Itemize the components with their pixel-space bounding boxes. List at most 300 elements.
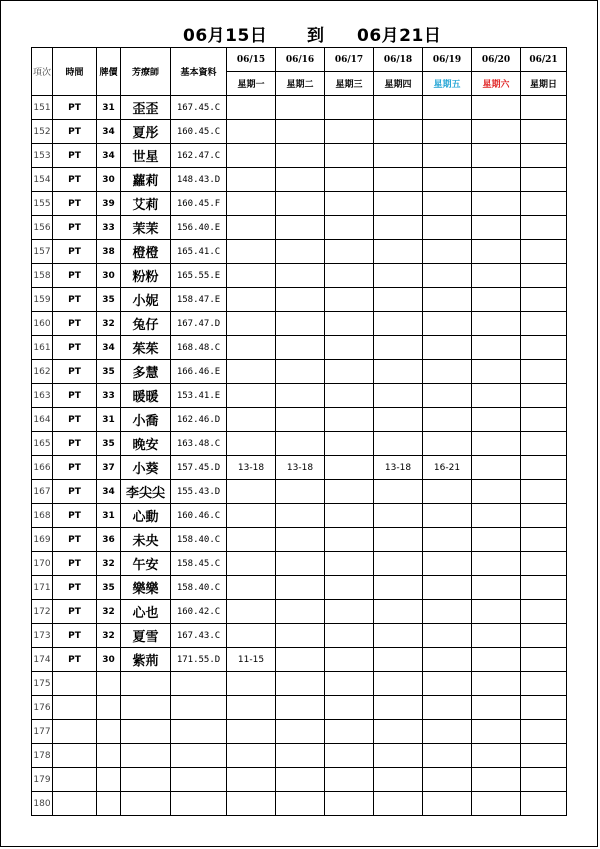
row-therapist-name: 小妮 xyxy=(121,288,171,312)
row-time: PT xyxy=(53,192,97,216)
schedule-slot xyxy=(325,264,374,288)
schedule-slot xyxy=(227,264,276,288)
schedule-slot xyxy=(276,528,325,552)
row-number: 163 xyxy=(32,384,53,408)
table-row xyxy=(32,456,567,480)
row-number: 172 xyxy=(32,600,53,624)
schedule-slot xyxy=(472,768,521,792)
header-time: 時間 xyxy=(53,48,97,96)
row-basic-info: 156.40.E xyxy=(171,216,227,240)
schedule-slot xyxy=(472,96,521,120)
row-therapist-name: 茉茉 xyxy=(121,216,171,240)
schedule-slot xyxy=(227,120,276,144)
row-basic-info: 160.42.C xyxy=(171,600,227,624)
schedule-slot xyxy=(276,168,325,192)
row-number: 160 xyxy=(32,312,53,336)
schedule-slot xyxy=(521,600,567,624)
schedule-slot xyxy=(521,120,567,144)
schedule-slot xyxy=(521,624,567,648)
header-number: 項次 xyxy=(32,48,53,96)
row-therapist-name: 紫荊 xyxy=(121,648,171,672)
row-therapist-name: 未央 xyxy=(121,528,171,552)
schedule-slot xyxy=(423,360,472,384)
schedule-slot xyxy=(227,288,276,312)
row-basic-info: 163.48.C xyxy=(171,432,227,456)
row-number: 158 xyxy=(32,264,53,288)
schedule-slot xyxy=(472,456,521,480)
schedule-slot xyxy=(374,480,423,504)
row-therapist-name: 粉粉 xyxy=(121,264,171,288)
schedule-slot xyxy=(276,672,325,696)
schedule-slot xyxy=(374,216,423,240)
row-time: PT xyxy=(53,624,97,648)
schedule-slot xyxy=(472,336,521,360)
schedule-slot xyxy=(374,600,423,624)
row-therapist-name: 世星 xyxy=(121,144,171,168)
schedule-slot xyxy=(423,120,472,144)
row-price xyxy=(97,744,121,768)
row-price: 34 xyxy=(97,144,121,168)
schedule-slot xyxy=(227,696,276,720)
schedule-slot xyxy=(325,696,374,720)
row-price: 31 xyxy=(97,408,121,432)
schedule-slot xyxy=(521,264,567,288)
schedule-slot xyxy=(276,552,325,576)
schedule-slot xyxy=(423,504,472,528)
table-row xyxy=(32,720,567,744)
schedule-slot xyxy=(472,672,521,696)
row-number: 156 xyxy=(32,216,53,240)
table-row xyxy=(32,144,567,168)
row-time: PT xyxy=(53,576,97,600)
row-price: 32 xyxy=(97,600,121,624)
schedule-slot xyxy=(276,648,325,672)
row-therapist-name xyxy=(121,792,171,816)
row-therapist-name: 多慧 xyxy=(121,360,171,384)
schedule-slot xyxy=(521,360,567,384)
table-row xyxy=(32,552,567,576)
row-basic-info: 162.46.D xyxy=(171,408,227,432)
schedule-slot xyxy=(472,720,521,744)
schedule-slot xyxy=(276,576,325,600)
schedule-slot xyxy=(521,96,567,120)
row-price: 38 xyxy=(97,240,121,264)
schedule-slot xyxy=(276,240,325,264)
schedule-slot xyxy=(276,696,325,720)
header-date: 06/17 xyxy=(325,48,374,72)
schedule-slot xyxy=(521,336,567,360)
row-number: 174 xyxy=(32,648,53,672)
schedule-slot xyxy=(423,528,472,552)
schedule-slot xyxy=(521,504,567,528)
table-row xyxy=(32,264,567,288)
schedule-slot xyxy=(276,336,325,360)
header-row-dates xyxy=(32,48,567,72)
row-therapist-name: 晚安 xyxy=(121,432,171,456)
table-row xyxy=(32,480,567,504)
schedule-slot: 13-18 xyxy=(276,456,325,480)
row-basic-info: 158.47.E xyxy=(171,288,227,312)
schedule-slot xyxy=(276,480,325,504)
row-price: 31 xyxy=(97,96,121,120)
schedule-slot xyxy=(276,792,325,816)
schedule-slot xyxy=(227,504,276,528)
schedule-slot xyxy=(374,576,423,600)
header-weekday: 星期一 xyxy=(227,72,276,96)
schedule-slot xyxy=(472,792,521,816)
row-time: PT xyxy=(53,384,97,408)
schedule-slot xyxy=(423,312,472,336)
row-price: 35 xyxy=(97,432,121,456)
row-time: PT xyxy=(53,288,97,312)
row-number: 180 xyxy=(32,792,53,816)
schedule-slot xyxy=(472,216,521,240)
schedule-slot xyxy=(472,624,521,648)
schedule-slot xyxy=(325,216,374,240)
row-time: PT xyxy=(53,312,97,336)
schedule-slot xyxy=(276,600,325,624)
schedule-slot xyxy=(276,360,325,384)
row-price xyxy=(97,672,121,696)
schedule-slot xyxy=(227,360,276,384)
row-number: 179 xyxy=(32,768,53,792)
schedule-slot xyxy=(521,576,567,600)
schedule-slot xyxy=(374,768,423,792)
schedule-slot xyxy=(325,720,374,744)
row-number: 154 xyxy=(32,168,53,192)
row-therapist-name: 暖暖 xyxy=(121,384,171,408)
row-time: PT xyxy=(53,336,97,360)
schedule-slot xyxy=(325,672,374,696)
header-weekday-friday: 星期五 xyxy=(423,72,472,96)
schedule-slot xyxy=(276,384,325,408)
header-date: 06/18 xyxy=(374,48,423,72)
schedule-slot xyxy=(521,240,567,264)
row-time: PT xyxy=(53,456,97,480)
schedule-slot xyxy=(227,96,276,120)
row-therapist-name: 歪歪 xyxy=(121,96,171,120)
row-basic-info: 153.41.E xyxy=(171,384,227,408)
row-time: PT xyxy=(53,600,97,624)
schedule-slot xyxy=(423,552,472,576)
row-basic-info: 167.43.C xyxy=(171,624,227,648)
schedule-slot xyxy=(227,408,276,432)
row-number: 152 xyxy=(32,120,53,144)
schedule-slot xyxy=(374,192,423,216)
row-time xyxy=(53,768,97,792)
schedule-slot xyxy=(276,120,325,144)
row-basic-info: 165.55.E xyxy=(171,264,227,288)
schedule-slot xyxy=(472,144,521,168)
row-time: PT xyxy=(53,552,97,576)
schedule-table xyxy=(31,47,567,816)
row-basic-info: 160.46.C xyxy=(171,504,227,528)
header-info: 基本資料 xyxy=(171,48,227,96)
schedule-slot xyxy=(374,432,423,456)
schedule-slot xyxy=(472,264,521,288)
schedule-slot xyxy=(325,360,374,384)
schedule-slot xyxy=(227,168,276,192)
schedule-slot xyxy=(423,720,472,744)
schedule-slot xyxy=(521,792,567,816)
row-number: 178 xyxy=(32,744,53,768)
schedule-slot xyxy=(374,720,423,744)
row-basic-info xyxy=(171,672,227,696)
schedule-slot xyxy=(521,552,567,576)
row-basic-info xyxy=(171,768,227,792)
schedule-slot xyxy=(374,552,423,576)
row-price xyxy=(97,720,121,744)
row-number: 177 xyxy=(32,720,53,744)
schedule-slot xyxy=(374,672,423,696)
header-weekday: 星期二 xyxy=(276,72,325,96)
table-row xyxy=(32,672,567,696)
schedule-slot xyxy=(325,552,374,576)
schedule-slot xyxy=(276,96,325,120)
row-number: 153 xyxy=(32,144,53,168)
schedule-slot xyxy=(325,336,374,360)
schedule-slot xyxy=(325,600,374,624)
schedule-slot xyxy=(325,744,374,768)
title-end-date: 06月21日 xyxy=(357,26,442,46)
schedule-slot xyxy=(325,456,374,480)
row-price: 35 xyxy=(97,576,121,600)
row-basic-info: 167.45.C xyxy=(171,96,227,120)
schedule-slot xyxy=(472,576,521,600)
table-row xyxy=(32,216,567,240)
row-basic-info: 162.47.C xyxy=(171,144,227,168)
schedule-slot xyxy=(374,312,423,336)
schedule-slot xyxy=(472,384,521,408)
row-therapist-name: 艾莉 xyxy=(121,192,171,216)
schedule-slot xyxy=(521,312,567,336)
schedule-slot xyxy=(472,288,521,312)
schedule-slot xyxy=(276,264,325,288)
row-number: 176 xyxy=(32,696,53,720)
header-date: 06/19 xyxy=(423,48,472,72)
row-time: PT xyxy=(53,240,97,264)
schedule-slot xyxy=(227,216,276,240)
row-time: PT xyxy=(53,216,97,240)
schedule-slot xyxy=(521,456,567,480)
row-therapist-name xyxy=(121,696,171,720)
schedule-slot xyxy=(423,648,472,672)
row-time xyxy=(53,744,97,768)
schedule-slot xyxy=(521,720,567,744)
header-therapist: 芳療師 xyxy=(121,48,171,96)
schedule-slot xyxy=(423,384,472,408)
schedule-slot xyxy=(276,192,325,216)
row-time: PT xyxy=(53,528,97,552)
header-date: 06/16 xyxy=(276,48,325,72)
schedule-slot xyxy=(472,360,521,384)
table-row xyxy=(32,600,567,624)
schedule-slot xyxy=(423,264,472,288)
row-therapist-name xyxy=(121,768,171,792)
schedule-slot xyxy=(374,384,423,408)
schedule-slot xyxy=(325,192,374,216)
row-number: 151 xyxy=(32,96,53,120)
schedule-slot xyxy=(227,624,276,648)
row-therapist-name: 小喬 xyxy=(121,408,171,432)
row-therapist-name: 夏雪 xyxy=(121,624,171,648)
table-row xyxy=(32,288,567,312)
row-time xyxy=(53,696,97,720)
schedule-slot xyxy=(325,432,374,456)
schedule-slot xyxy=(276,768,325,792)
schedule-slot xyxy=(423,96,472,120)
schedule-slot xyxy=(423,600,472,624)
row-therapist-name: 心也 xyxy=(121,600,171,624)
row-therapist-name: 午安 xyxy=(121,552,171,576)
row-basic-info xyxy=(171,792,227,816)
schedule-slot xyxy=(472,528,521,552)
header-weekday: 星期四 xyxy=(374,72,423,96)
schedule-slot xyxy=(227,336,276,360)
schedule-slot xyxy=(227,432,276,456)
schedule-slot xyxy=(374,408,423,432)
row-price: 30 xyxy=(97,264,121,288)
schedule-slot xyxy=(423,192,472,216)
header-date: 06/21 xyxy=(521,48,567,72)
row-price: 35 xyxy=(97,288,121,312)
schedule-slot xyxy=(472,168,521,192)
schedule-slot xyxy=(472,120,521,144)
table-row xyxy=(32,648,567,672)
table-row xyxy=(32,360,567,384)
header-weekday-saturday: 星期六 xyxy=(472,72,521,96)
row-number: 173 xyxy=(32,624,53,648)
schedule-slot xyxy=(472,552,521,576)
schedule-slot xyxy=(276,432,325,456)
row-number: 170 xyxy=(32,552,53,576)
row-price xyxy=(97,696,121,720)
schedule-slot: 13-18 xyxy=(374,456,423,480)
table-row xyxy=(32,336,567,360)
row-number: 157 xyxy=(32,240,53,264)
schedule-slot xyxy=(521,744,567,768)
schedule-slot xyxy=(227,144,276,168)
schedule-slot xyxy=(325,576,374,600)
schedule-slot xyxy=(423,480,472,504)
row-time: PT xyxy=(53,480,97,504)
schedule-slot xyxy=(325,408,374,432)
row-number: 168 xyxy=(32,504,53,528)
row-time: PT xyxy=(53,120,97,144)
row-number: 166 xyxy=(32,456,53,480)
row-therapist-name: 茱茱 xyxy=(121,336,171,360)
schedule-slot xyxy=(374,744,423,768)
row-basic-info: 158.45.C xyxy=(171,552,227,576)
schedule-slot xyxy=(423,792,472,816)
row-number: 161 xyxy=(32,336,53,360)
schedule-slot xyxy=(227,576,276,600)
row-number: 159 xyxy=(32,288,53,312)
schedule-slot xyxy=(423,216,472,240)
schedule-slot xyxy=(227,480,276,504)
schedule-slot xyxy=(521,528,567,552)
row-time: PT xyxy=(53,96,97,120)
schedule-slot xyxy=(227,312,276,336)
schedule-slot xyxy=(472,600,521,624)
schedule-slot xyxy=(472,504,521,528)
table-row xyxy=(32,504,567,528)
header-price: 牌價 xyxy=(97,48,121,96)
schedule-slot xyxy=(374,144,423,168)
row-time: PT xyxy=(53,408,97,432)
table-row xyxy=(32,792,567,816)
schedule-slot xyxy=(374,288,423,312)
schedule-slot xyxy=(325,96,374,120)
header-weekday: 星期日 xyxy=(521,72,567,96)
schedule-slot xyxy=(325,144,374,168)
row-number: 162 xyxy=(32,360,53,384)
row-number: 175 xyxy=(32,672,53,696)
schedule-slot xyxy=(521,408,567,432)
schedule-slot xyxy=(423,744,472,768)
schedule-slot xyxy=(423,336,472,360)
schedule-slot xyxy=(227,720,276,744)
table-row xyxy=(32,168,567,192)
schedule-slot xyxy=(325,648,374,672)
schedule-slot xyxy=(521,480,567,504)
row-price: 35 xyxy=(97,360,121,384)
schedule-slot xyxy=(374,624,423,648)
schedule-slot xyxy=(325,240,374,264)
schedule-slot xyxy=(227,672,276,696)
schedule-slot xyxy=(423,576,472,600)
row-time: PT xyxy=(53,168,97,192)
header-date: 06/15 xyxy=(227,48,276,72)
schedule-slot xyxy=(521,432,567,456)
row-time: PT xyxy=(53,360,97,384)
row-therapist-name: 兔仔 xyxy=(121,312,171,336)
row-time: PT xyxy=(53,648,97,672)
row-price: 37 xyxy=(97,456,121,480)
row-basic-info: 168.48.C xyxy=(171,336,227,360)
row-therapist-name: 心動 xyxy=(121,504,171,528)
table-row xyxy=(32,576,567,600)
table-row xyxy=(32,120,567,144)
row-basic-info: 171.55.D xyxy=(171,648,227,672)
schedule-slot xyxy=(521,696,567,720)
title-start-date: 06月15日 xyxy=(183,26,268,46)
schedule-slot xyxy=(374,648,423,672)
schedule-slot xyxy=(472,480,521,504)
schedule-slot xyxy=(374,504,423,528)
row-therapist-name: 樂樂 xyxy=(121,576,171,600)
schedule-slot xyxy=(276,504,325,528)
schedule-slot xyxy=(423,768,472,792)
row-basic-info: 158.40.C xyxy=(171,528,227,552)
schedule-slot xyxy=(423,672,472,696)
row-therapist-name xyxy=(121,744,171,768)
schedule-slot xyxy=(227,528,276,552)
row-basic-info xyxy=(171,696,227,720)
schedule-slot xyxy=(521,672,567,696)
week-range-title xyxy=(1,21,600,49)
schedule-slot xyxy=(521,144,567,168)
row-time: PT xyxy=(53,504,97,528)
schedule-slot xyxy=(374,168,423,192)
schedule-slot xyxy=(472,648,521,672)
schedule-slot xyxy=(227,384,276,408)
schedule-slot xyxy=(325,480,374,504)
row-basic-info xyxy=(171,744,227,768)
table-row xyxy=(32,312,567,336)
schedule-slot xyxy=(374,528,423,552)
row-price: 39 xyxy=(97,192,121,216)
